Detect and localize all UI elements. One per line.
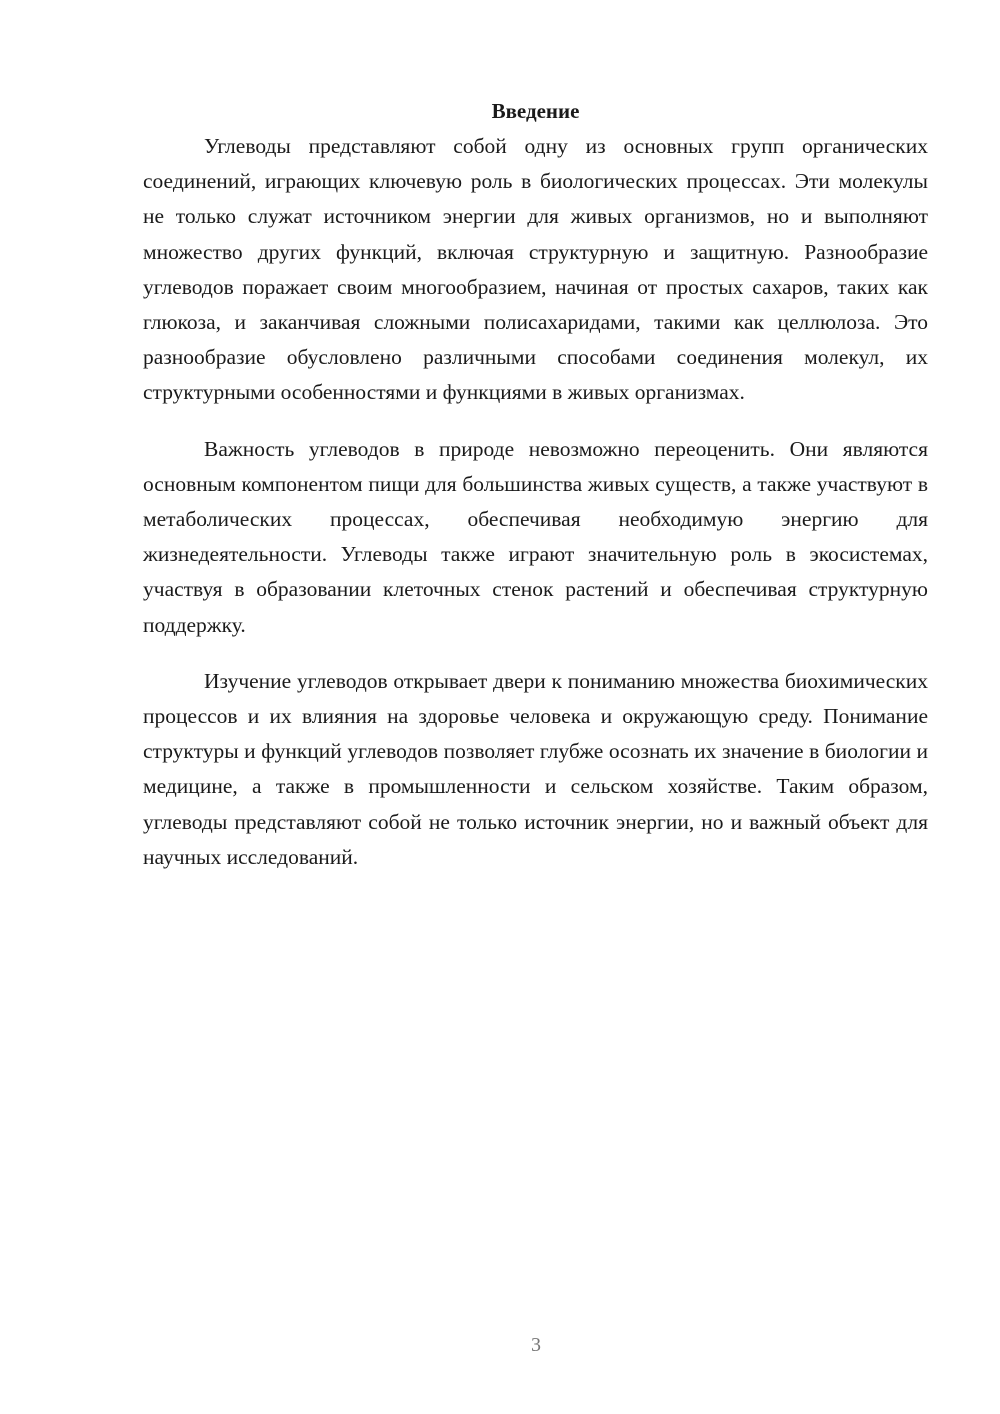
paragraph-3: Изучение углеводов открывает двери к пониманию множества биохимических процессов и их влияния на здоровье человека и окружающую среду. Понимание структуры и функций углеводов позволяет глубже осознать их значение в биологии и медицине, а также в промышленности и сельском хозяйстве. Таким образом, углеводы представляют собой не только источник энергии, но и важный объект для научных исследований.: [143, 668, 928, 869]
paragraph-1: Углеводы представляют собой одну из основных групп органических соединений, играющих ключевую роль в биологических процессах. Эти молекулы не только служат источником энергии для живых организмов, но и выполняют множество других функций, включая структурную и защитную. Разнообразие углеводов поражает своим многообразием, начиная от простых сахаров, таких как глюкоза, и заканчивая сложными полисахаридами, такими как целлюлоза. Это разнообразие обусловлено различными способами соединения молекул, их структурными особенностями и функциями в живых организмах.: [143, 134, 928, 405]
page-content: [143, 96, 928, 896]
paragraph-2: Важность углеводов в природе невозможно переоценить. Они являются основным компонентом пищи для большинства живых существ, а также участвуют в метаболических процессах, обеспечивая необходимую энергию для жизнедеятельности. Углеводы также играют значительную роль в экосистемах, участвуя в образовании клеточных стенок растений и обеспечивая структурную поддержку.: [143, 436, 928, 637]
page-number: 3: [531, 1334, 541, 1356]
section-heading: Введение: [491, 99, 580, 123]
